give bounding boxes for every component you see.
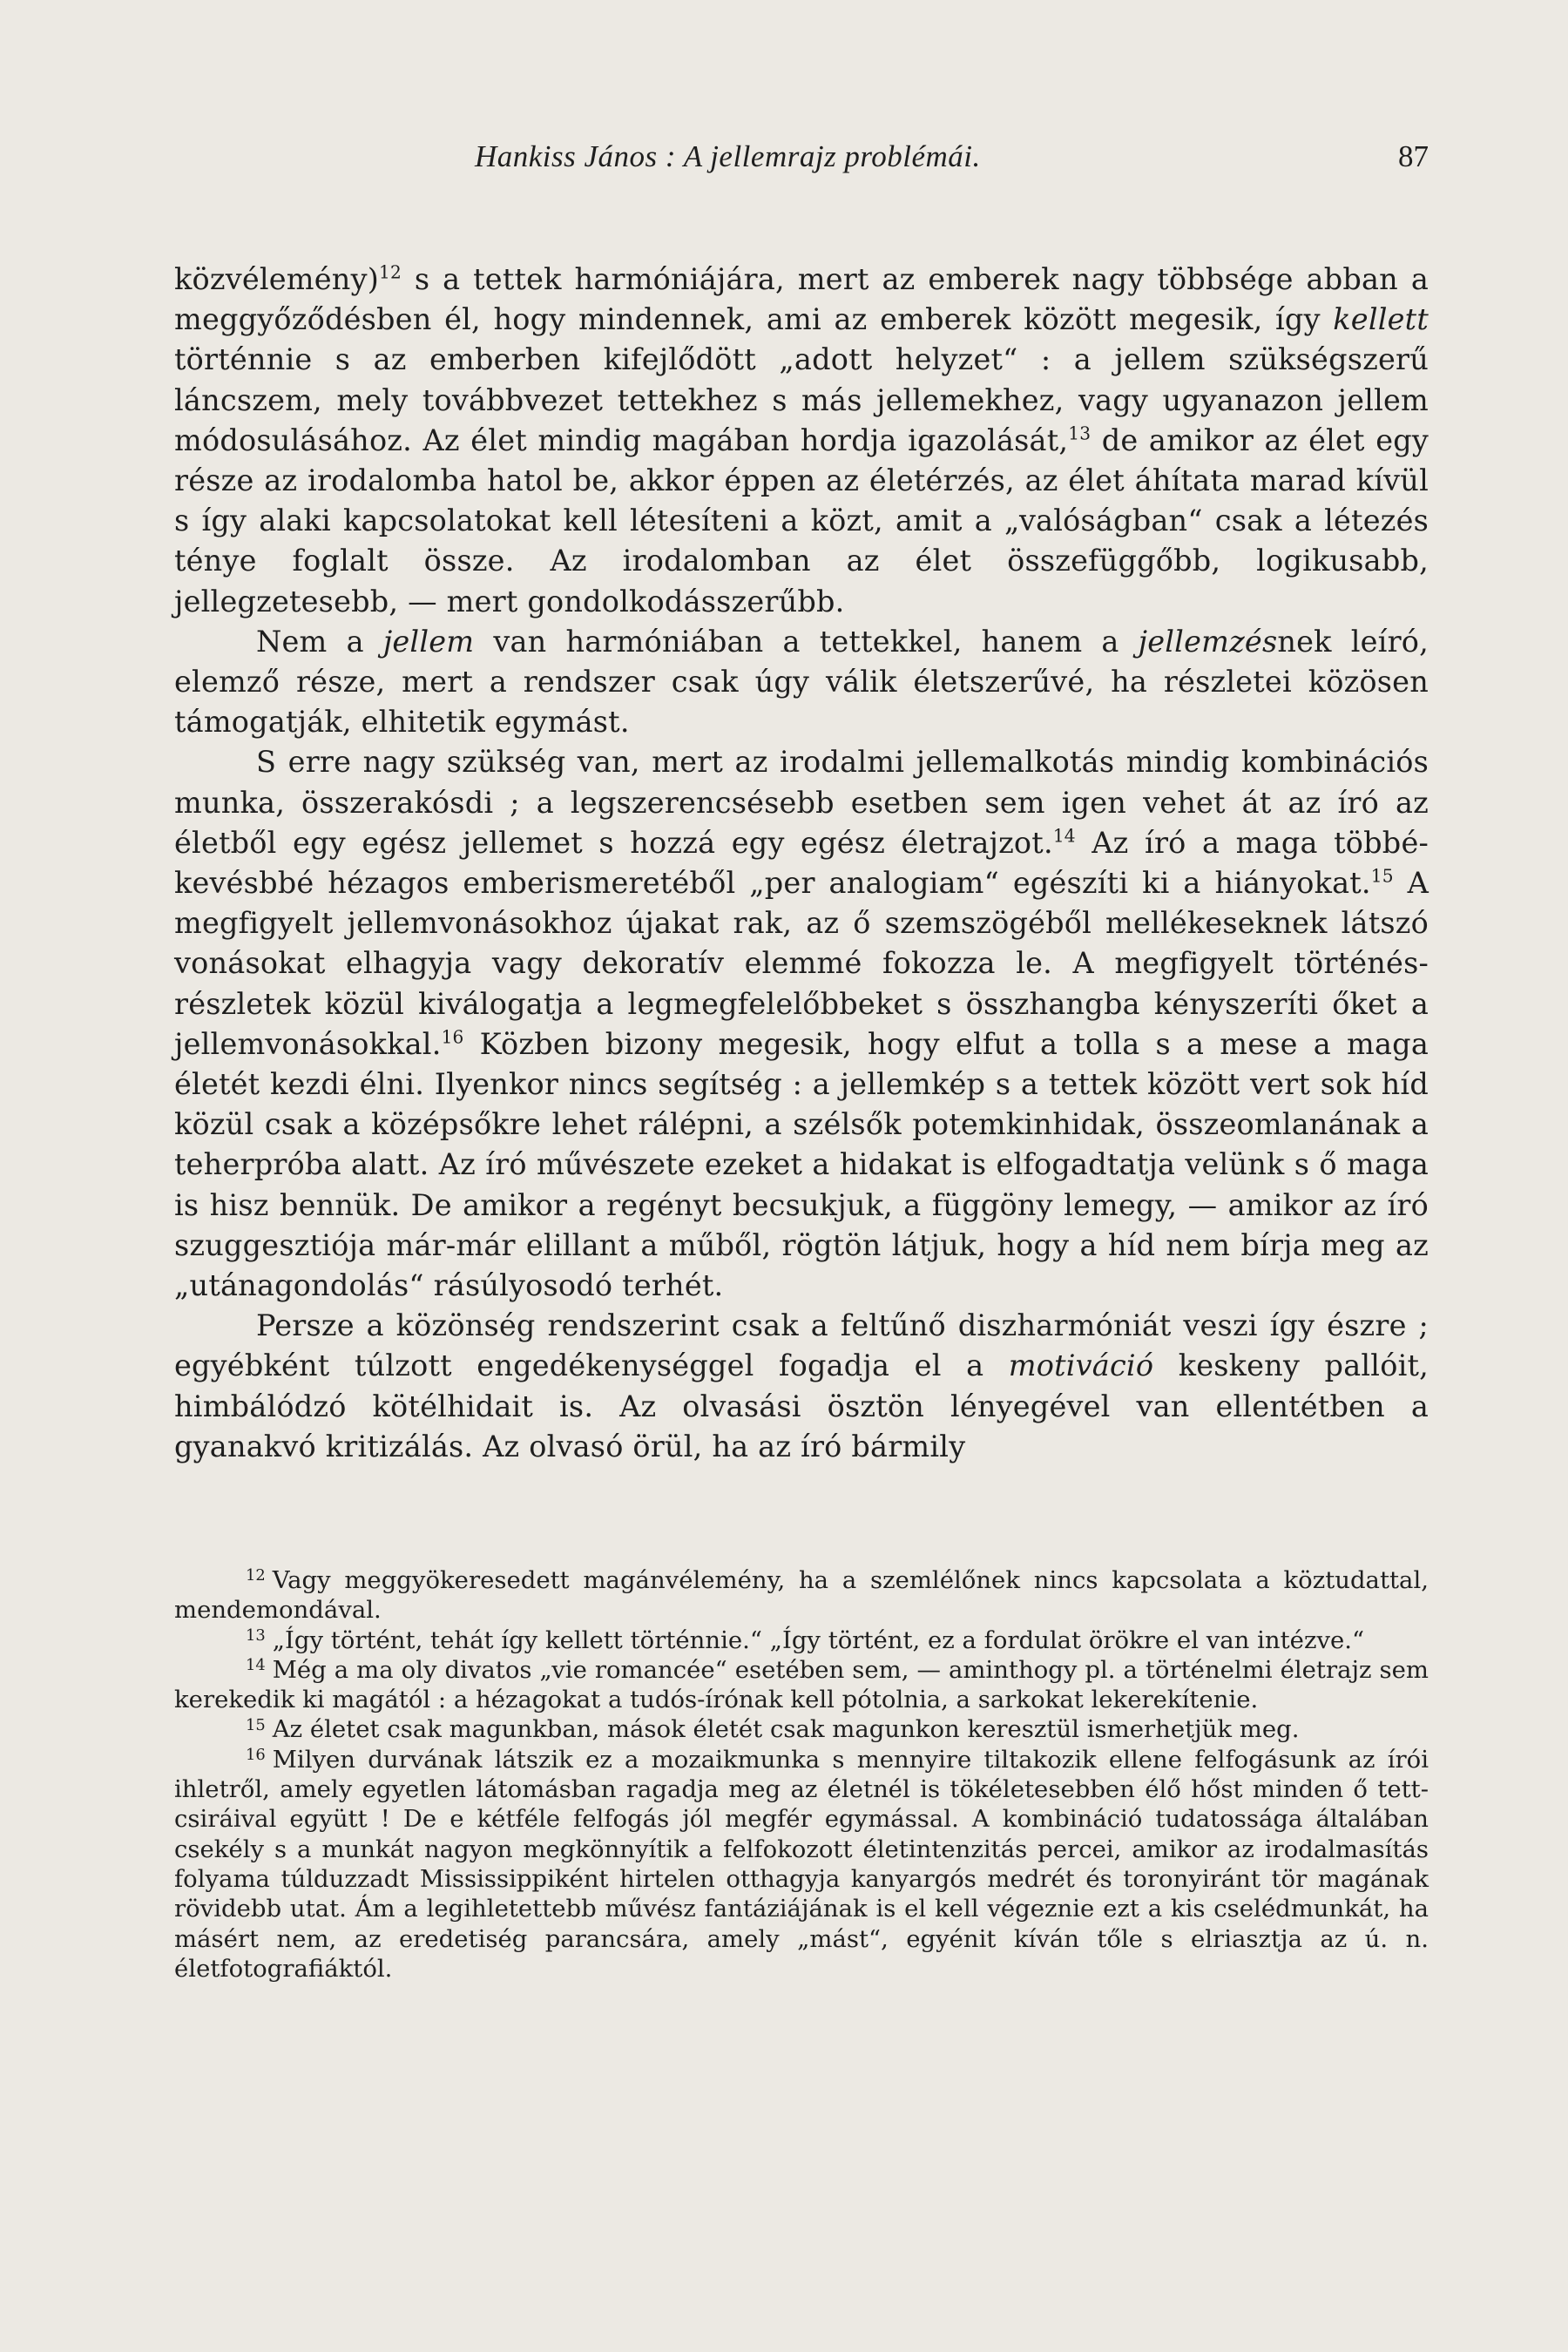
- page-header: [174, 139, 1429, 183]
- footnote-15: [174, 1714, 1429, 1744]
- footnote-number: 16: [246, 1745, 266, 1764]
- text-run: A megfigyelt jellemvonásokhoz újakat rak, az ő szemszögéből mellékeseknek látszó vonásokat elhagyja vagy dekoratív elemmé fokozza le. A megfigyelt történés-részletek közül kiválogatja a legmegfelelőbbeket s összhangba kényszeríti őket a jellemvonásokkal.: [174, 866, 1429, 1061]
- footnote-ref-15: 15: [1370, 865, 1394, 887]
- paragraph-3: [174, 742, 1429, 1306]
- text-run: Közben bizony megesik, hogy elfut a tolla s a mese a maga életét kezdi élni. Ilyenkor nincs segítség : a jellemkép s a tettek között vert sok híd közül csak a középsőkre lehet rálépni, a szélsők potemkinhidak, összeomlanának a teherpróba alatt. Az író művészete ezeket a hidakat is elfogadtatja velünk s ő maga is hisz bennük. De amikor a regényt becsukjuk, a függöny lemegy, — amikor az író szuggesztiója már-már elillant a műből, rögtön látjuk, hogy a híd nem bírja meg az „utánagondolás“ rásúlyosodó terhét.: [174, 1026, 1429, 1303]
- emphasis: motiváció: [1008, 1348, 1154, 1383]
- paragraph-4: [174, 1306, 1429, 1467]
- body-text: [174, 260, 1429, 1467]
- text-run: Az író a maga többé-kevésbbé hézagos emberismeretéből „per analogiam“ egészíti ki a hiányokat.: [174, 825, 1429, 901]
- footnote-ref-14: 14: [1052, 825, 1076, 847]
- footnote-text: Az életet csak magunkban, mások életét csak magunkon keresztül ismerhetjük meg.: [272, 1715, 1300, 1744]
- text-run: de amikor az élet egy része az irodalomba hatol be, akkor éppen az életérzés, az élet áhítata marad kívül s így alaki kapcsolatokat kell létesíteni a közt, amit a „valóságban“ csak a létezés ténye foglalt össze. Az irodalomban az élet összefüggőbb, logikusabb, jellegzetesebb, — mert gondolkodásszerűbb.: [174, 422, 1429, 618]
- text-run: keskeny pallóit, himbálódzó kötélhidait is. Az olvasási ösztön lényegével van ellentétben a gyanakvó kritizálás. Az olvasó örül, ha az író bármily: [174, 1348, 1429, 1463]
- paragraph-2: [174, 622, 1429, 743]
- emphasis: kellett: [1333, 302, 1429, 337]
- footnote-text: Még a ma oly divatos „vie romancée“ esetében sem, — aminthogy pl. a történelmi életrajz sem kerekedik ki magától : a hézagokat a tudós-írónak kell pótolnia, a sarkokat lekerekítenie.: [174, 1655, 1429, 1714]
- text-run: közvélemény): [174, 262, 379, 296]
- page-number: 87: [1398, 139, 1429, 173]
- footnotes: [174, 1565, 1429, 1984]
- footnote-ref-12: 12: [378, 261, 402, 283]
- footnote-number: 15: [246, 1715, 266, 1734]
- text-run: Nem a: [256, 624, 383, 659]
- text-run: történnie s az emberben kifejlődött „adott helyzet“ : a jellem szükségszerű láncszem, mely továbbvezet tettekhez s más jellemekhez, vagy ugyanazon jellem módosulásához. Az élet mindig magában hordja igazolását,: [174, 342, 1429, 457]
- footnote-number: 14: [246, 1655, 266, 1674]
- footnote-text: „Így történt, tehát így kellett történnie.“ „Így történt, ez a fordulat örökre el van intézve.“: [272, 1625, 1365, 1654]
- paragraph-1: [174, 260, 1429, 622]
- footnote-16: [174, 1745, 1429, 1984]
- text-run: nek leíró, elemző része, mert a rendszer csak úgy válik életszerűvé, ha részletei közösen támogatják, elhitetik egymást.: [174, 624, 1429, 740]
- footnote-ref-16: 16: [441, 1026, 464, 1048]
- footnote-text: Milyen durvának látszik ez a mozaikmunka s mennyire tiltakozik ellene felfogásunk az írói ihletről, amely egyetlen látomásban ragadja meg az életnél is tökéletesebben élő hőst minden ő tett-csiráival együtt ! De e kétféle felfogás jól megfér egymással. A kombináció tudatossága általában csekély s a munkát nagyon megkönnyítik a felfokozott életintenzitás percei, amikor az irodalmasítás folyama túlduzzadt Mississippiként hirtelen otthagyja kanyargós medrét és toronyiránt tör magának rövidebb utat. Ám a legihletettebb művész fantáziájának is el kell végeznie ezt a kis cselédmunkát, ha másért nem, az eredetiség parancsára, amely „mást“, egyénit kíván tőle s elriasztja az ú. n. életfotografiáktól.: [174, 1745, 1429, 1983]
- footnote-number: 13: [246, 1625, 266, 1645]
- text-run: s a tettek harmóniájára, mert az emberek nagy többsége abban a meggyőződésben él, hogy mindennek, ami az emberek között megesik, így: [174, 262, 1429, 337]
- emphasis: jellemzés: [1138, 624, 1278, 659]
- running-head: Hankiss János : A jellemrajz problémái.: [475, 139, 981, 173]
- footnote-ref-13: 13: [1068, 422, 1092, 444]
- footnote-12: [174, 1565, 1429, 1625]
- footnote-14: [174, 1655, 1429, 1715]
- emphasis: jellem: [382, 624, 475, 659]
- text-run: Persze a közönség rendszerint csak a feltűnő diszharmóniát veszi így észre ; egyébként túlzott engedékenységgel fogadja el a: [174, 1308, 1429, 1383]
- footnote-text: Vagy meggyökeresedett magánvélemény, ha a szemlélőnek nincs kapcsolata a köztudattal, mendemondával.: [174, 1566, 1429, 1625]
- text-run: S erre nagy szükség van, mert az irodalmi jellemalkotás mindig kombinációs munka, összerakósdi ; a legszerencsésebb esetben sem igen vehet át az író az életből egy egész jellemet s hozzá egy egész életrajzot.: [174, 745, 1429, 860]
- footnote-number: 12: [246, 1566, 266, 1585]
- footnote-13: [174, 1625, 1429, 1655]
- text-run: van harmóniában a tettekkel, hanem a: [474, 624, 1139, 659]
